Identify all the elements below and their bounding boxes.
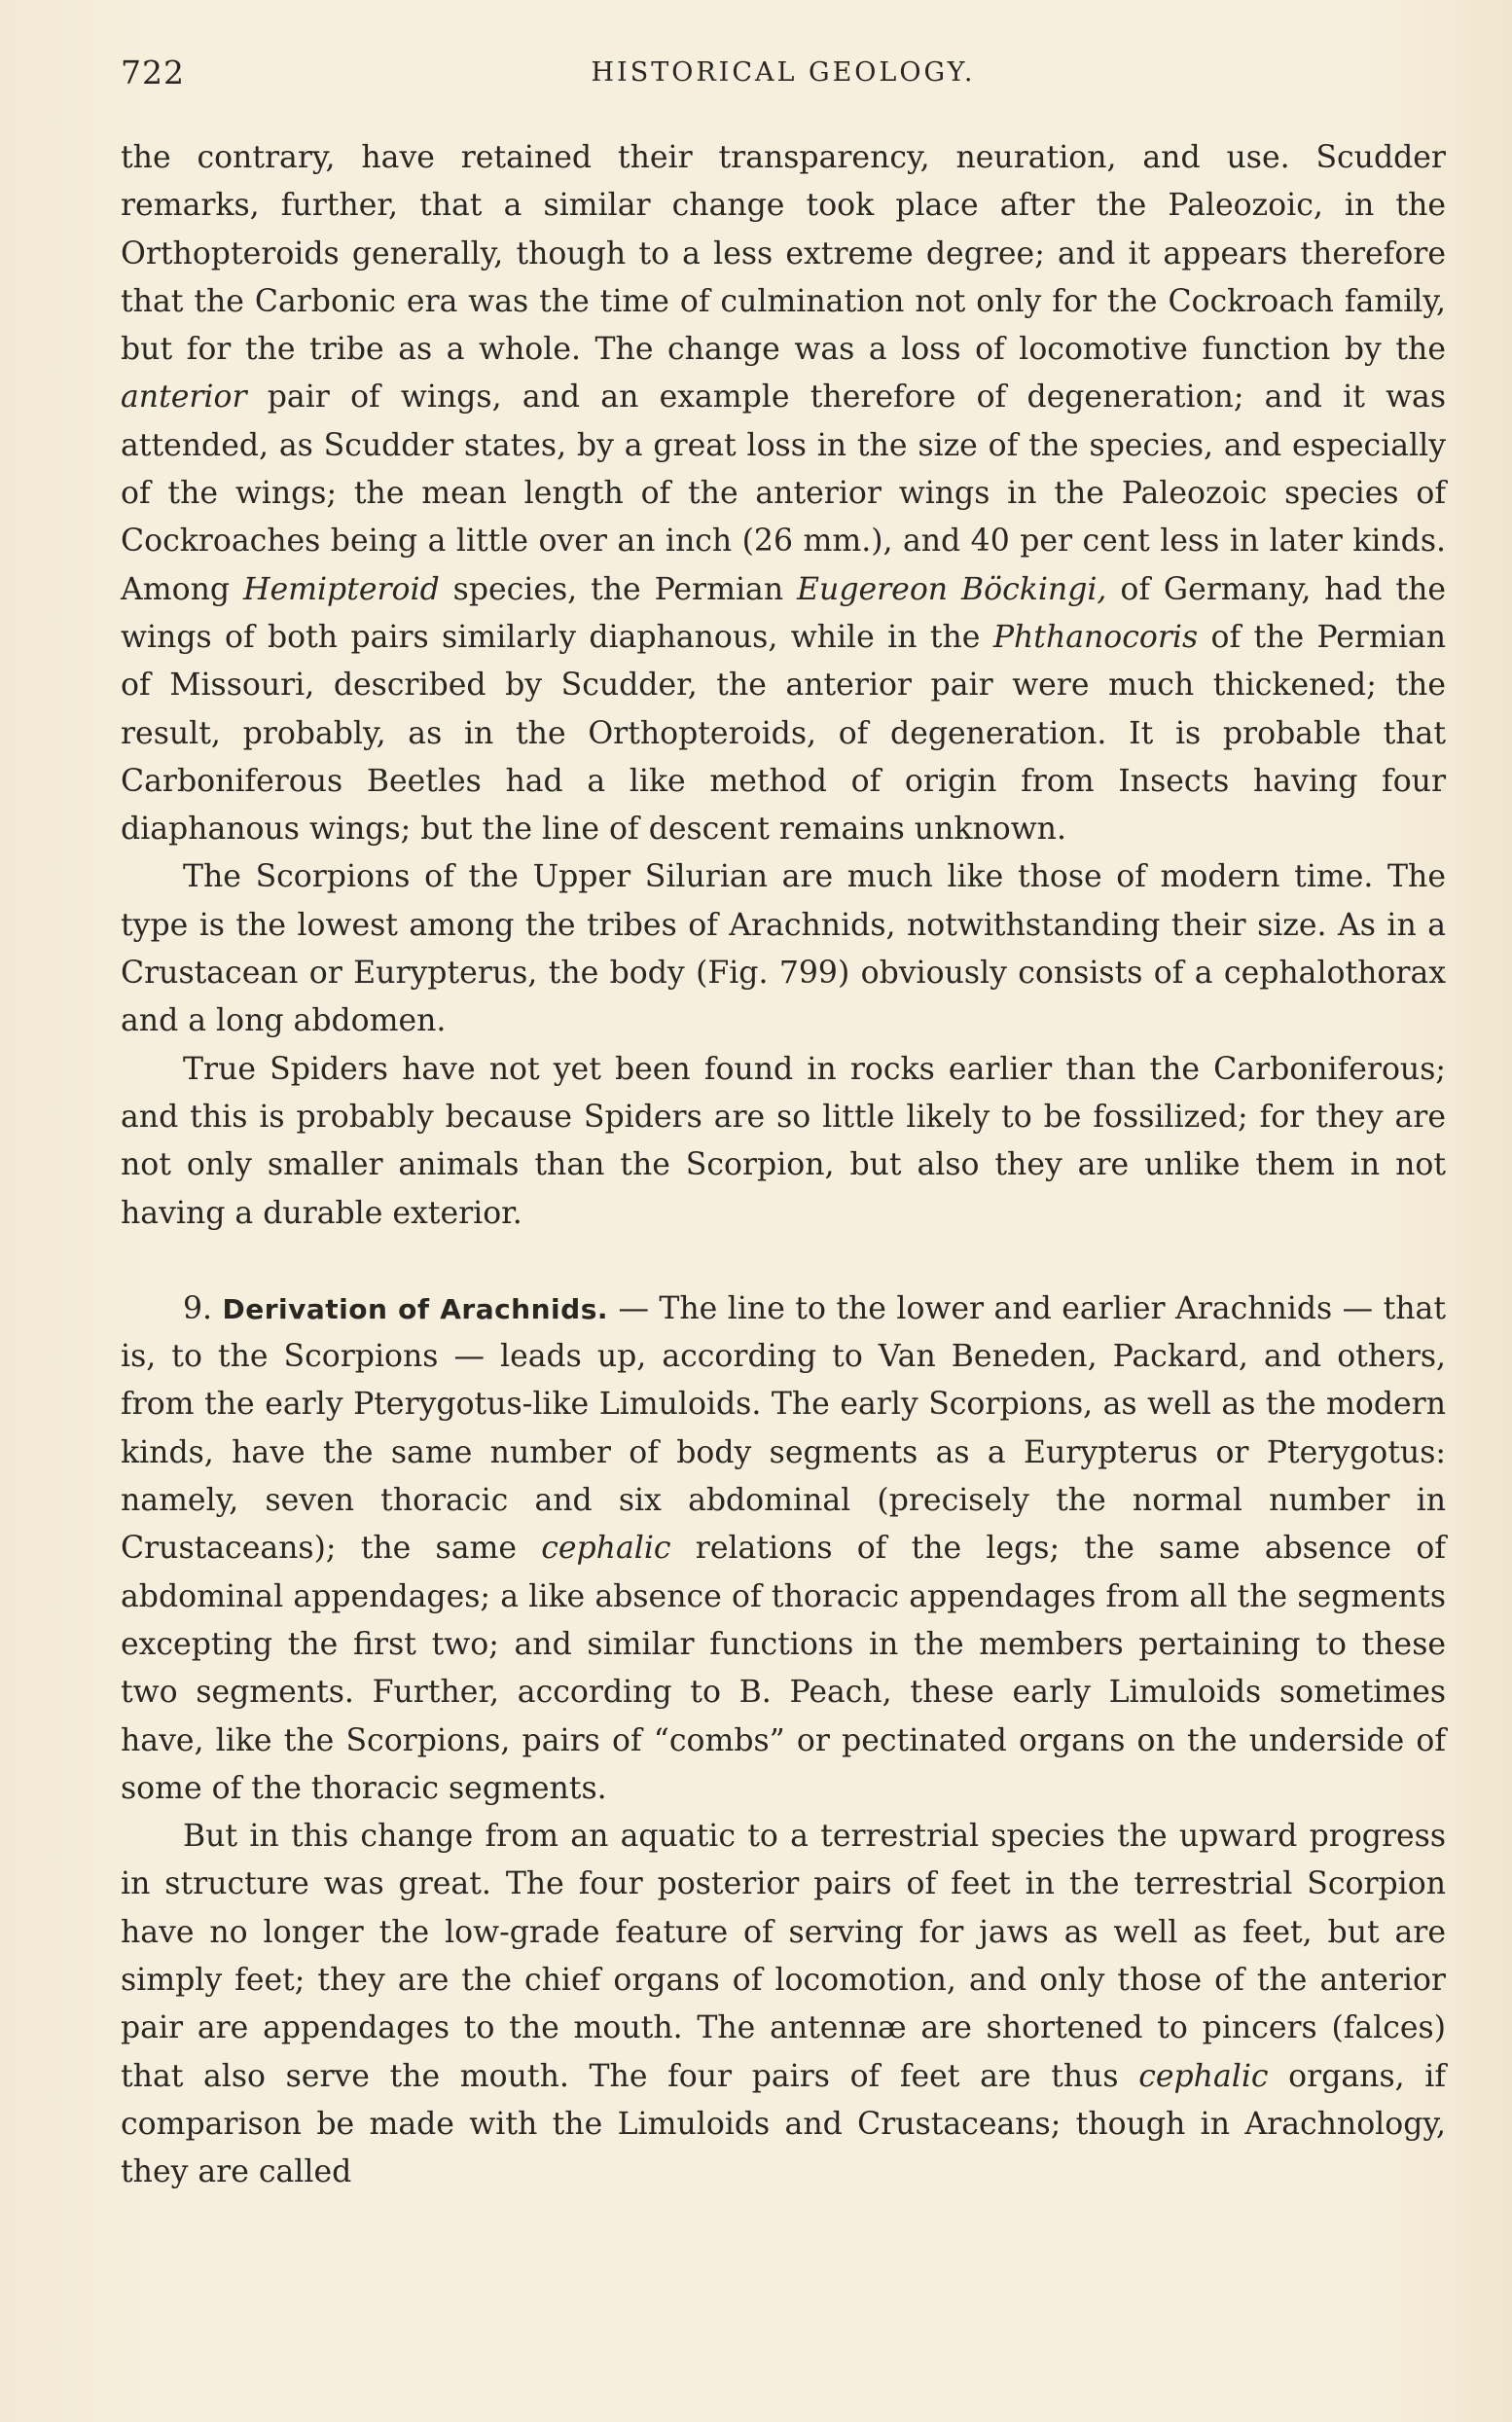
section-number: 9.: [183, 1290, 223, 1326]
text-run: species, the Permian: [439, 571, 798, 607]
paragraph-4: [121, 1285, 1446, 1813]
section-heading: Derivation of Arachnids.: [222, 1292, 608, 1325]
page-header: [121, 54, 1446, 102]
paragraph-3: True Spiders have not yet been found in rocks earlier than the Carboniferous; and this is probably because Spiders are so little likely to be fossilized; for they are not only smaller animals than the Scorpion, but also they are unlike them in not having a durable exterior.: [121, 1051, 1446, 1231]
text-run: But in this change from an aquatic to a terrestrial species the upward progress in structure was great. The four posterior pairs of feet in the terrestrial Scorpion have no longer the low-grade feature of serving for jaws as well as feet, but are simply feet; they are the chief organs of locomotion, and only those of the anterior pair are appendages to the mouth. The antennæ are shortened to pincers (falces) that also serve the mouth. The four pairs of feet are thus: [121, 1819, 1446, 2094]
running-head: HISTORICAL GEOLOGY.: [591, 57, 976, 88]
italic-term: Phthanocoris: [992, 619, 1199, 655]
paragraph-5: [121, 1813, 1446, 2196]
italic-term: Eugereon Böckingi,: [797, 571, 1107, 607]
text-run: the contrary, have retained their transparency, neuration, and use. Scudder remarks, further, that a similar change took place after the Paleozoic, in the Orthopteroids generally, though to a less extreme degree; and it appears therefore that the Carbonic era was the time of culmination not only for the Cockroach family, but for the tribe as a whole. The change was a loss of locomotive function by the: [121, 140, 1446, 368]
body-text: [121, 134, 1446, 2196]
paragraph-2: The Scorpions of the Upper Silurian are much like those of modern time. The type is the lowest among the tribes of Arachnids, notwithstanding their size. As in a Crustacean or Eurypterus, the body (Fig. 799) obviously consists of a cephalothorax and a long abdomen.: [121, 859, 1446, 1039]
italic-term: Hemipteroid: [242, 571, 440, 607]
italic-term: anterior: [121, 380, 247, 416]
italic-term: cephalic: [1138, 2058, 1269, 2094]
text-run: — The line to the lower and earlier Arachnids — that is, to the Scorpions — leads up, according to Van Beneden, Packard, and others, from the early Pterygotus-like Limuloids. The early Scorpions, as well as the modern kinds, have the same number of body segments as a Eurypterus or Pterygotus: namely, seven thoracic and six abdominal (precisely the normal number in Crustaceans); the same: [121, 1290, 1446, 1567]
text-run: relations of the legs; the same absence of abdominal appendages; a like absence of thoracic appendages from all the segments excepting the first two; and similar functions in the members pertaining to these two segments. Further, according to B. Peach, these early Limuloids sometimes have, like the Scorpions, pairs of “combs” or pectinated organs on the underside of some of the thoracic segments.: [121, 1531, 1446, 1806]
page-number: 722: [121, 54, 185, 91]
text-run: pair of wings, and an example therefore of degeneration; and it was attended, as Scudder states, by a great loss in the size of the species, and especially of the wings; the mean length of the anterior wings in the Paleozoic species of Cockroaches being a little over an inch (26 mm.), and 40 per cent less in later kinds. Among: [121, 380, 1446, 607]
text-run: of Germany, had the wings of both pairs similarly diaphanous, while in the: [121, 571, 1446, 655]
italic-term: cephalic: [541, 1531, 671, 1567]
text-run: organs, if comparison be made with the Limuloids and Crustaceans; though in Arachnology, they are called: [121, 2058, 1446, 2190]
text-run: of the Permian of Missouri, described by Scudder, the anterior pair were much thickened; the result, probably, as in the Orthopteroids, of degeneration. It is probable that Carboniferous Beetles had a like method of origin from Insects having four diaphanous wings; but the line of descent remains unknown.: [121, 619, 1446, 848]
paragraph-1: [121, 134, 1446, 853]
